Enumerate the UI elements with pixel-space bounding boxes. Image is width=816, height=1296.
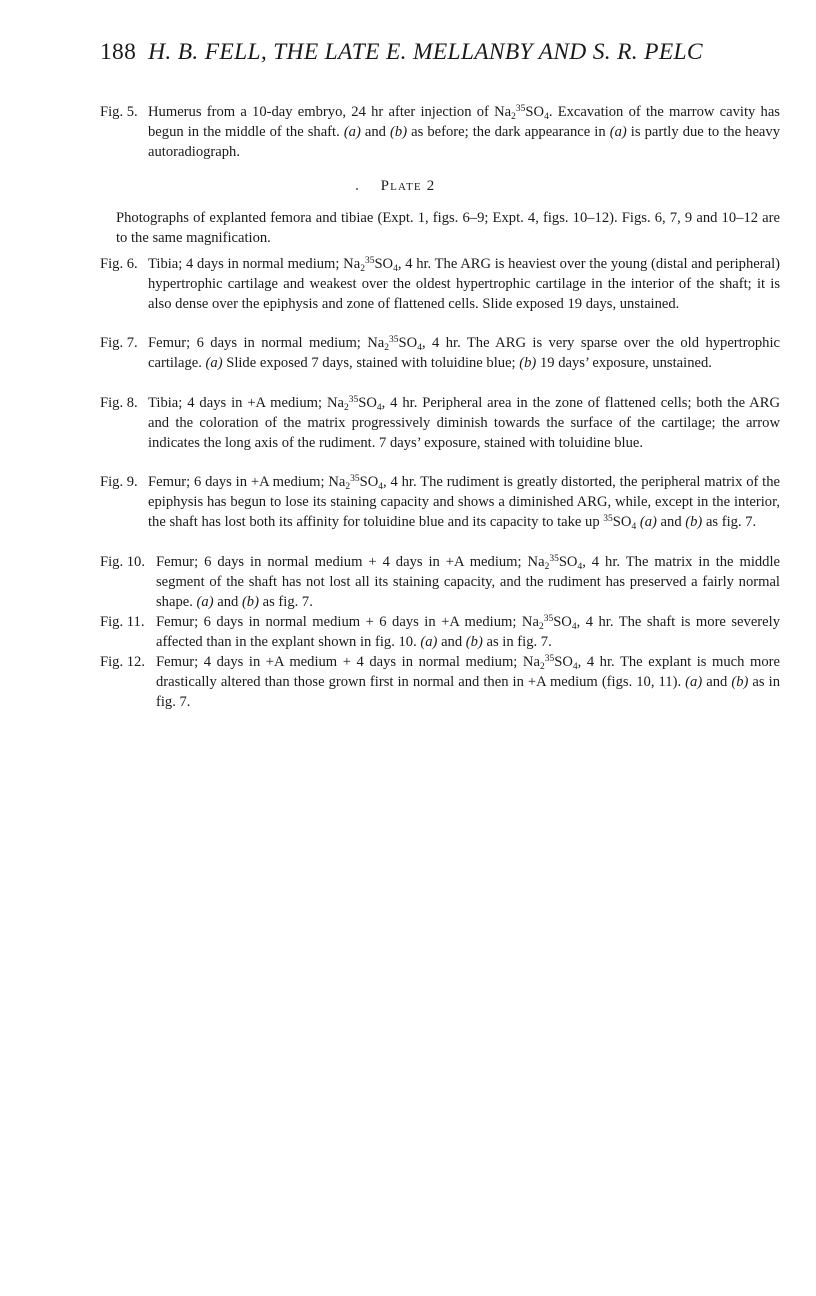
fig-11-label: Fig. 11. [100, 614, 145, 630]
fig-8-caption [100, 393, 780, 453]
fig-12-caption [100, 652, 780, 712]
fig-10-label: Fig. 10. [100, 554, 146, 570]
fig-8-text: Tibia; 4 days in +A medium; $Na_2^{35}SO_4$, 4 hr. Peripheral area in the zone of flattened cells; both the ARG and the coloration of the matrix progressively diminish towards the surface of the cartilage; the arrow indicates the long axis of the rudiment. 7 days’ exposure, stained with toluidine blue. [148, 395, 780, 451]
fig-6-label: Fig. 6. [100, 256, 138, 272]
plate-heading: Plate 2 [380, 178, 436, 194]
fig-8-label: Fig. 8. [100, 395, 138, 411]
fig-7-text: Femur; 6 days in normal medium; $Na_2^{35}SO_4$, 4 hr. The ARG is very sparse over the old hypertrophic cartilage. (a) Slide exposed 7 days, stained with toluidine blue; (b) 19 days’ exposure, unstained. [148, 335, 781, 371]
fig-5-text: Humerus from a 10-day embryo, 24 hr after injection of $Na_2^{35}SO_4$. Excavation of the marrow cavity has begun in the middle of the shaft. (a) and (b) as before; the dark appearance in (a) is partly due to the heavy autoradiograph. [148, 104, 780, 160]
fig-6-caption [100, 254, 780, 314]
fig-10-caption [100, 552, 780, 612]
author-line: H. B. FELL, THE LATE E. MELLANBY AND S. R. PELC [148, 39, 703, 65]
fig-5-caption [100, 102, 780, 162]
fig-11-text: Femur; 6 days in normal medium + 6 days in +A medium; $Na_2^{35}SO_4$, 4 hr. The shaft is more severely affected than in the explant shown in fig. 10. (a) and (b) as in fig. 7. [156, 614, 781, 650]
fig-9-label: Fig. 9. [100, 474, 138, 490]
page-number: 188 [100, 39, 137, 65]
running-header [100, 39, 780, 66]
fig-7-label: Fig. 7. [100, 335, 138, 351]
fig-11-caption [100, 612, 780, 652]
fig-6-text: Tibia; 4 days in normal medium; $Na_2^{35}SO_4$, 4 hr. The ARG is heaviest over the young (distal and peripheral) hypertrophic cartilage and weakest over the oldest hypertrophic cartilage in the interior of the shaft; it is also dense over the epiphysis and zone of flattened cells. Slide exposed 19 days, unstained. [148, 256, 780, 312]
fig-9-caption [100, 472, 780, 532]
fig-5-label: Fig. 5. [100, 104, 138, 120]
fig-10-text: Femur; 6 days in normal medium + 4 days in +A medium; $Na_2^{35}SO_4$, 4 hr. The matrix in the middle segment of the shaft has not lost all its staining capacity, and the rudiment has preserved a fairly normal shape. (a) and (b) as fig. 7. [156, 554, 781, 610]
fig-7-caption [100, 333, 780, 373]
fig-12-text: Femur; 4 days in +A medium + 4 days in normal medium; $Na_2^{35}SO_4$, 4 hr. The explant is much more drastically altered than those grown first in normal and then in +A medium (figs. 10, 11). (a) and (b) as in fig. 7. [156, 654, 780, 710]
fig-12-label: Fig. 12. [100, 654, 146, 670]
fig-9-text: Femur; 6 days in +A medium; $Na_2^{35}SO_4$, 4 hr. The rudiment is greatly distorted, the peripheral matrix of the epiphysis has begun to lose its staining capacity and shows a diminished ARG, while, except in the interior, the shaft has lost both its affinity for toluidine blue and its capacity to take up $^{35}SO_4$ (a) and (b) as fig. 7. [148, 474, 781, 532]
plate-intro: Photographs of explanted femora and tibiae (Expt. 1, figs. 6–9; Expt. 4, figs. 10–12). Figs. 6, 7, 9 and 10–12 are to the same magnification. [116, 210, 780, 246]
